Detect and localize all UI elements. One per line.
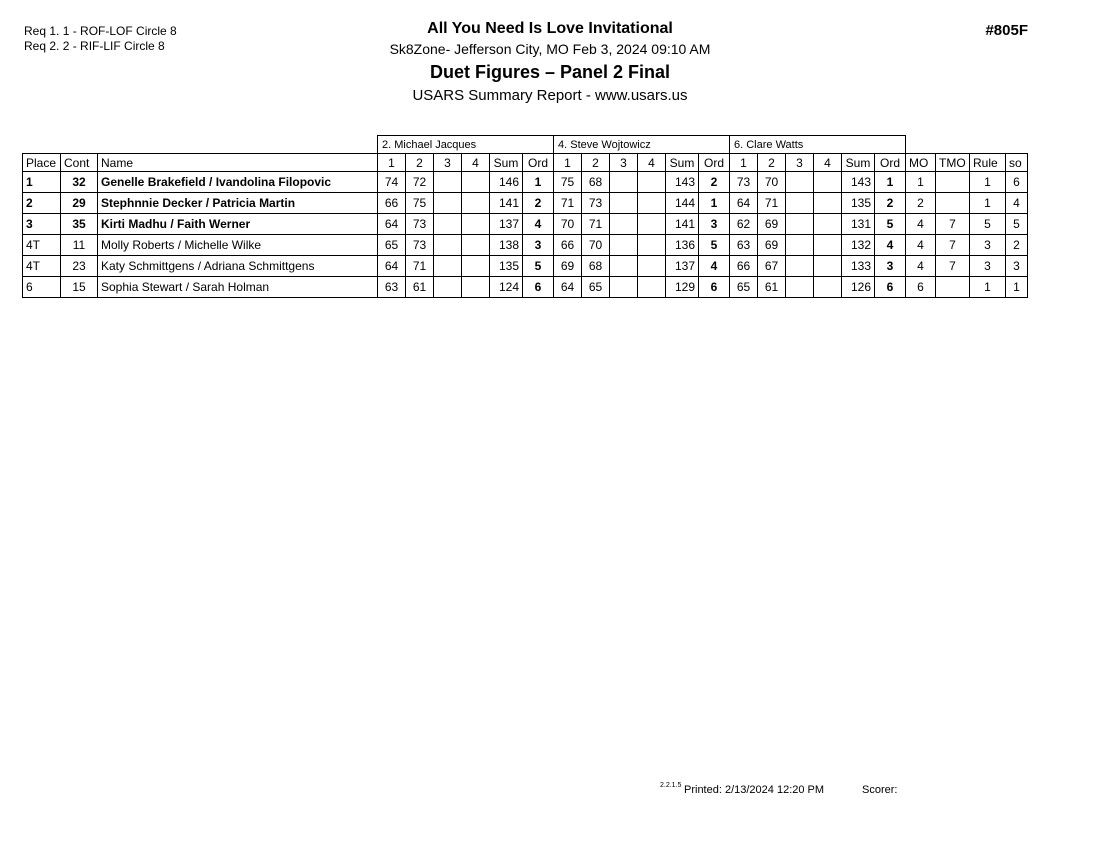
title-block [0, 20, 1100, 104]
ordinal-cell-j3: 4 [875, 235, 906, 256]
score-cell-j1-4 [462, 172, 490, 193]
column-header-judge1-1: 1 [378, 154, 406, 172]
score-cell-j1-3 [434, 277, 462, 298]
score-cell-j1-2: 73 [406, 214, 434, 235]
so-cell: 5 [1006, 214, 1028, 235]
sum-cell-j2: 143 [666, 172, 699, 193]
score-cell-j3-4 [814, 256, 842, 277]
skater-names-cell: Katy Schmittgens / Adriana Schmittgens [98, 256, 378, 277]
sum-cell-j2: 137 [666, 256, 699, 277]
score-cell-j1-3 [434, 193, 462, 214]
score-cell-j3-1: 63 [730, 235, 758, 256]
place-cell: 1 [23, 172, 61, 193]
score-cell-j2-3 [610, 256, 638, 277]
column-header-judge2-1: 1 [554, 154, 582, 172]
score-cell-j3-3 [786, 235, 814, 256]
score-cell-j2-1: 66 [554, 235, 582, 256]
judge-row-left-spacer [23, 136, 378, 154]
ordinal-cell-j3: 6 [875, 277, 906, 298]
contestant-number-cell: 32 [61, 172, 98, 193]
sum-cell-j1: 135 [490, 256, 523, 277]
tmo-cell [936, 277, 970, 298]
column-header-judge1-3: 3 [434, 154, 462, 172]
judge-header-1: 2. Michael Jacques [378, 136, 554, 154]
tmo-cell: 7 [936, 214, 970, 235]
result-row-6 [23, 277, 1028, 298]
score-cell-j3-3 [786, 256, 814, 277]
column-header-judge1-4: 4 [462, 154, 490, 172]
ordinal-cell-j1: 4 [523, 214, 554, 235]
result-row-3 [23, 214, 1028, 235]
score-cell-j3-3 [786, 172, 814, 193]
score-cell-j2-4 [638, 172, 666, 193]
score-cell-j2-3 [610, 172, 638, 193]
column-header-judge1-sum: Sum [490, 154, 523, 172]
result-row-1 [23, 172, 1028, 193]
score-cell-j1-1: 64 [378, 214, 406, 235]
column-header-place: Place [23, 154, 61, 172]
ordinal-cell-j2: 2 [699, 172, 730, 193]
skater-names-cell: Stephnnie Decker / Patricia Martin [98, 193, 378, 214]
page-footer [0, 782, 1100, 802]
score-cell-j3-2: 69 [758, 235, 786, 256]
skater-names-cell: Genelle Brakefield / Ivandolina Filopovic [98, 172, 378, 193]
result-row-4 [23, 235, 1028, 256]
column-header-judge2-4: 4 [638, 154, 666, 172]
sum-cell-j3: 143 [842, 172, 875, 193]
score-cell-j1-2: 73 [406, 235, 434, 256]
column-header-judge2-ord: Ord [699, 154, 730, 172]
version-text: 2.2.1.5 [660, 782, 682, 789]
score-cell-j1-3 [434, 172, 462, 193]
mo-cell: 1 [906, 172, 936, 193]
mo-cell: 2 [906, 193, 936, 214]
sum-cell-j1: 124 [490, 277, 523, 298]
judge-header-row [23, 136, 1028, 154]
column-header-judge2-sum: Sum [666, 154, 699, 172]
score-cell-j3-2: 71 [758, 193, 786, 214]
score-cell-j2-1: 75 [554, 172, 582, 193]
score-cell-j1-1: 74 [378, 172, 406, 193]
ordinal-cell-j2: 1 [699, 193, 730, 214]
score-cell-j3-1: 66 [730, 256, 758, 277]
score-cell-j3-3 [786, 277, 814, 298]
score-cell-j2-3 [610, 235, 638, 256]
ordinal-cell-j3: 2 [875, 193, 906, 214]
score-cell-j3-4 [814, 172, 842, 193]
score-cell-j1-2: 71 [406, 256, 434, 277]
rule-cell: 1 [970, 172, 1006, 193]
place-cell: 4T [23, 256, 61, 277]
score-cell-j3-4 [814, 214, 842, 235]
tmo-cell [936, 193, 970, 214]
venue-date-line: Sk8Zone- Jefferson City, MO Feb 3, 2024 09:10 AM [389, 41, 711, 57]
judge-header-3: 6. Clare Watts [730, 136, 906, 154]
column-header-judge2-2: 2 [582, 154, 610, 172]
so-cell: 1 [1006, 277, 1028, 298]
mo-cell: 4 [906, 214, 936, 235]
score-cell-j2-2: 73 [582, 193, 610, 214]
column-header-judge3-sum: Sum [842, 154, 875, 172]
sum-cell-j2: 144 [666, 193, 699, 214]
score-cell-j2-2: 70 [582, 235, 610, 256]
result-row-5 [23, 256, 1028, 277]
column-header-name: Name [98, 154, 378, 172]
score-cell-j1-2: 75 [406, 193, 434, 214]
score-cell-j1-1: 66 [378, 193, 406, 214]
tmo-cell: 7 [936, 235, 970, 256]
ordinal-cell-j1: 5 [523, 256, 554, 277]
contestant-number-cell: 23 [61, 256, 98, 277]
requirement-1: Req 1. 1 - ROF-LOF Circle 8 [24, 24, 177, 38]
score-cell-j1-4 [462, 235, 490, 256]
mo-cell: 4 [906, 256, 936, 277]
sum-cell-j2: 136 [666, 235, 699, 256]
score-cell-j1-3 [434, 235, 462, 256]
score-cell-j1-1: 64 [378, 256, 406, 277]
score-cell-j1-2: 61 [406, 277, 434, 298]
ordinal-cell-j3: 3 [875, 256, 906, 277]
column-header-judge3-ord: Ord [875, 154, 906, 172]
score-cell-j3-3 [786, 214, 814, 235]
score-cell-j3-1: 65 [730, 277, 758, 298]
ordinal-cell-j1: 6 [523, 277, 554, 298]
sum-cell-j3: 131 [842, 214, 875, 235]
rule-cell: 5 [970, 214, 1006, 235]
score-cell-j3-2: 67 [758, 256, 786, 277]
place-cell: 2 [23, 193, 61, 214]
score-cell-j2-1: 71 [554, 193, 582, 214]
sum-cell-j2: 141 [666, 214, 699, 235]
ordinal-cell-j2: 6 [699, 277, 730, 298]
score-cell-j2-1: 64 [554, 277, 582, 298]
printed-timestamp: Printed: 2/13/2024 12:20 PM [684, 784, 825, 796]
score-cell-j3-2: 61 [758, 277, 786, 298]
score-cell-j1-4 [462, 256, 490, 277]
score-cell-j3-4 [814, 277, 842, 298]
contestant-number-cell: 35 [61, 214, 98, 235]
requirement-2: Req 2. 2 - RIF-LIF Circle 8 [24, 39, 165, 53]
score-cell-j3-1: 62 [730, 214, 758, 235]
column-header-judge1-ord: Ord [523, 154, 554, 172]
report-type: USARS Summary Report - www.usars.us [412, 87, 688, 104]
sum-cell-j3: 132 [842, 235, 875, 256]
column-header-mo: MO [906, 154, 936, 172]
sum-cell-j1: 146 [490, 172, 523, 193]
column-header-judge3-2: 2 [758, 154, 786, 172]
score-cell-j2-2: 65 [582, 277, 610, 298]
tmo-cell: 7 [936, 256, 970, 277]
score-cell-j3-2: 70 [758, 172, 786, 193]
score-cell-j2-1: 70 [554, 214, 582, 235]
score-cell-j3-2: 69 [758, 214, 786, 235]
column-header-tmo: TMO [936, 154, 970, 172]
sum-cell-j1: 138 [490, 235, 523, 256]
so-cell: 2 [1006, 235, 1028, 256]
score-cell-j1-4 [462, 193, 490, 214]
skater-names-cell: Sophia Stewart / Sarah Holman [98, 277, 378, 298]
score-cell-j3-1: 73 [730, 172, 758, 193]
so-cell: 6 [1006, 172, 1028, 193]
place-cell: 4T [23, 235, 61, 256]
score-cell-j1-1: 63 [378, 277, 406, 298]
sum-cell-j3: 133 [842, 256, 875, 277]
event-name: Duet Figures – Panel 2 Final [429, 62, 671, 82]
place-cell: 3 [23, 214, 61, 235]
rule-cell: 3 [970, 256, 1006, 277]
ordinal-cell-j3: 1 [875, 172, 906, 193]
score-cell-j1-1: 65 [378, 235, 406, 256]
ordinal-cell-j3: 5 [875, 214, 906, 235]
so-cell: 4 [1006, 193, 1028, 214]
score-cell-j2-1: 69 [554, 256, 582, 277]
skater-names-cell: Kirti Madhu / Faith Werner [98, 214, 378, 235]
column-header-judge2-3: 3 [610, 154, 638, 172]
score-cell-j2-4 [638, 235, 666, 256]
score-cell-j1-3 [434, 256, 462, 277]
tmo-cell [936, 172, 970, 193]
score-cell-j1-4 [462, 277, 490, 298]
score-cell-j1-3 [434, 214, 462, 235]
rule-cell: 1 [970, 193, 1006, 214]
column-header-judge3-3: 3 [786, 154, 814, 172]
scorer-label: Scorer: [862, 784, 898, 796]
column-header-judge1-2: 2 [406, 154, 434, 172]
ordinal-cell-j1: 2 [523, 193, 554, 214]
score-cell-j2-3 [610, 193, 638, 214]
score-cell-j3-3 [786, 193, 814, 214]
score-cell-j2-2: 71 [582, 214, 610, 235]
score-cell-j3-1: 64 [730, 193, 758, 214]
result-row-2 [23, 193, 1028, 214]
score-cell-j2-2: 68 [582, 172, 610, 193]
place-cell: 6 [23, 277, 61, 298]
document-number: #805F [985, 22, 1028, 39]
score-cell-j3-4 [814, 193, 842, 214]
sum-cell-j1: 137 [490, 214, 523, 235]
ordinal-cell-j1: 1 [523, 172, 554, 193]
sum-cell-j1: 141 [490, 193, 523, 214]
sum-cell-j3: 126 [842, 277, 875, 298]
sum-cell-j3: 135 [842, 193, 875, 214]
score-cell-j2-2: 68 [582, 256, 610, 277]
contestant-number-cell: 29 [61, 193, 98, 214]
so-cell: 3 [1006, 256, 1028, 277]
column-header-judge3-1: 1 [730, 154, 758, 172]
ordinal-cell-j2: 3 [699, 214, 730, 235]
column-header-cont: Cont [61, 154, 98, 172]
score-cell-j2-4 [638, 256, 666, 277]
score-cell-j2-4 [638, 277, 666, 298]
mo-cell: 4 [906, 235, 936, 256]
judge-header-2: 4. Steve Wojtowicz [554, 136, 730, 154]
score-cell-j3-4 [814, 235, 842, 256]
column-header-rule: Rule [970, 154, 1006, 172]
event-title: All You Need Is Love Invitational [427, 20, 673, 37]
score-cell-j1-2: 72 [406, 172, 434, 193]
column-header-judge3-4: 4 [814, 154, 842, 172]
ordinal-cell-j2: 4 [699, 256, 730, 277]
contestant-number-cell: 15 [61, 277, 98, 298]
score-cell-j2-4 [638, 193, 666, 214]
contestant-number-cell: 11 [61, 235, 98, 256]
column-header-row [23, 154, 1028, 172]
score-cell-j1-4 [462, 214, 490, 235]
score-cell-j2-4 [638, 214, 666, 235]
rule-cell: 1 [970, 277, 1006, 298]
score-cell-j2-3 [610, 277, 638, 298]
skater-names-cell: Molly Roberts / Michelle Wilke [98, 235, 378, 256]
sum-cell-j2: 129 [666, 277, 699, 298]
column-header-so: so [1006, 154, 1028, 172]
rule-cell: 3 [970, 235, 1006, 256]
ordinal-cell-j1: 3 [523, 235, 554, 256]
results-table [22, 135, 1028, 298]
score-cell-j2-3 [610, 214, 638, 235]
judge-row-right-spacer [906, 136, 1028, 154]
ordinal-cell-j2: 5 [699, 235, 730, 256]
mo-cell: 6 [906, 277, 936, 298]
